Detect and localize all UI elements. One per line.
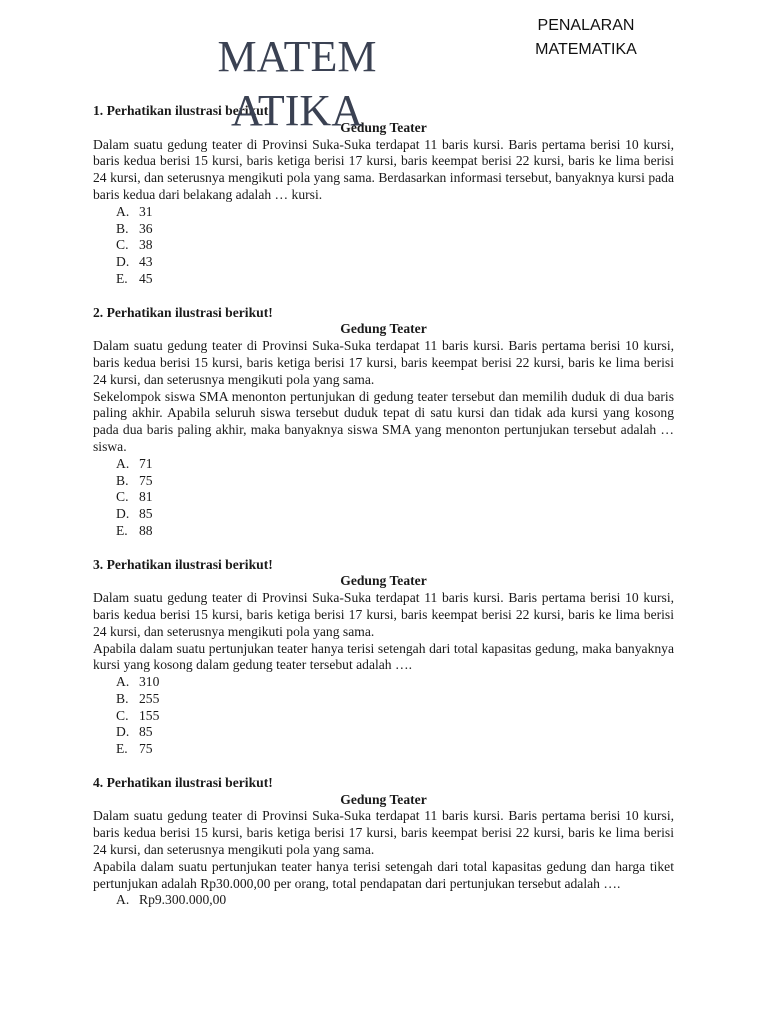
question-subtitle: Gedung Teater — [340, 573, 427, 589]
option-letter: E. — [116, 270, 128, 286]
option-text: 75 — [139, 472, 153, 488]
question-title: 3. Perhatikan ilustrasi berikut! — [93, 556, 273, 572]
option-item[interactable] — [93, 892, 674, 909]
option-text: 85 — [139, 506, 153, 522]
option-letter: A. — [116, 455, 130, 471]
option-text: 155 — [139, 707, 160, 723]
option-letter: B. — [116, 472, 129, 488]
option-list — [93, 204, 674, 288]
option-letter: A. — [116, 203, 130, 219]
option-letter: A. — [116, 674, 130, 690]
option-letter: C. — [116, 707, 129, 723]
option-item[interactable] — [93, 741, 674, 758]
option-item[interactable] — [93, 237, 674, 254]
question-paragraph: Dalam suatu gedung teater di Provinsi Suka-Suka terdapat 11 baris kursi. Baris pertama berisi 10 kursi, baris kedua berisi 15 kursi, baris ketiga berisi 17 kursi, baris keempat berisi 22 kursi, baris ke lima berisi 24 kursi, dan seterusnya mengikuti pola yang sama. — [93, 590, 674, 639]
question-2 — [93, 305, 674, 540]
option-list — [93, 456, 674, 540]
option-list — [93, 892, 674, 909]
question-4 — [93, 775, 674, 909]
option-letter: E. — [116, 522, 128, 538]
question-subtitle: Gedung Teater — [340, 321, 427, 337]
question-paragraph: Apabila dalam suatu pertunjukan teater hanya terisi setengah dari total kapasitas gedung, maka banyaknya kursi yang kosong dalam gedung teater tersebut adalah …. — [93, 640, 674, 673]
option-letter: A. — [116, 892, 130, 908]
question-paragraph: Dalam suatu gedung teater di Provinsi Suka-Suka terdapat 11 baris kursi. Baris pertama berisi 10 kursi, baris kedua berisi 15 kursi, baris ketiga berisi 17 kursi, baris keempat berisi 22 kursi, baris ke lima berisi 24 kursi, dan seterusnya mengikuti pola yang sama. — [93, 808, 674, 858]
question-paragraph: Dalam suatu gedung teater di Provinsi Suka-Suka terdapat 11 baris kursi. Baris pertama berisi 10 kursi, baris kedua berisi 15 kursi, baris ketiga berisi 17 kursi, baris keempat berisi 22 kursi, baris ke lima berisi 24 kursi, dan seterusnya mengikuti pola yang sama. — [93, 338, 674, 387]
option-text: 38 — [139, 237, 153, 253]
option-text: 71 — [139, 455, 153, 471]
option-item[interactable] — [93, 221, 674, 238]
option-letter: E. — [116, 741, 128, 757]
option-item[interactable] — [93, 271, 674, 288]
option-text: 31 — [139, 203, 153, 219]
option-text: 45 — [139, 270, 153, 286]
subject-label: PENALARAN MATEMATIKA — [535, 17, 637, 58]
question-document — [93, 103, 674, 926]
option-item[interactable] — [93, 523, 674, 540]
option-text: 36 — [139, 220, 153, 236]
option-letter: B. — [116, 690, 129, 706]
option-text: 75 — [139, 741, 153, 757]
question-paragraph: Apabila dalam suatu pertunjukan teater hanya terisi setengah dari total kapasitas gedung dan harga tiket pertunjukan adalah Rp30.000,00 per orang, total pendapatan dari pertunjukan tersebut adalah …. — [93, 858, 674, 891]
option-item[interactable] — [93, 489, 674, 506]
option-item[interactable] — [93, 674, 674, 691]
option-item[interactable] — [93, 473, 674, 490]
option-text: 43 — [139, 254, 153, 270]
question-subtitle: Gedung Teater — [340, 119, 427, 135]
option-text: 81 — [139, 489, 153, 505]
question-paragraph: Sekelompok siswa SMA menonton pertunjukan di gedung teater tersebut dan memilih duduk di dua baris paling akhir. Apabila seluruh siswa tersebut duduk tepat di satu kursi dan tidak ada kursi yang kosong pada dua baris paling akhir, maka banyaknya siswa SMA yang menonton pertunjukan tersebut adalah … siswa. — [93, 388, 674, 454]
option-letter: D. — [116, 254, 130, 270]
question-paragraph: Dalam suatu gedung teater di Provinsi Suka-Suka terdapat 11 baris kursi. Baris pertama berisi 10 kursi, baris kedua berisi 15 kursi, baris ketiga berisi 17 kursi, baris keempat berisi 22 kursi, baris ke lima berisi 24 kursi, dan seterusnya mengikuti pola yang sama. Berdasarkan informasi tersebut, banyaknya kursi pada baris kedua dari belakang adalah … kursi. — [93, 136, 674, 202]
option-letter: D. — [116, 506, 130, 522]
option-item[interactable] — [93, 708, 674, 725]
question-title: 1. Perhatikan ilustrasi berikut! — [93, 103, 273, 118]
big-title: MATEMATIKA — [217, 32, 377, 135]
option-item[interactable] — [93, 254, 674, 271]
option-item[interactable] — [93, 691, 674, 708]
option-item[interactable] — [93, 204, 674, 221]
question-subtitle: Gedung Teater — [340, 791, 427, 807]
option-text: 310 — [139, 674, 160, 690]
option-item[interactable] — [93, 456, 674, 473]
option-letter: C. — [116, 489, 129, 505]
question-1 — [93, 103, 674, 288]
question-title: 4. Perhatikan ilustrasi berikut! — [93, 774, 273, 790]
option-item[interactable] — [93, 506, 674, 523]
option-text: 85 — [139, 724, 153, 740]
option-text: Rp9.300.000,00 — [139, 892, 227, 908]
question-title: 2. Perhatikan ilustrasi berikut! — [93, 304, 273, 320]
option-letter: D. — [116, 724, 130, 740]
question-3 — [93, 557, 674, 759]
option-letter: B. — [116, 220, 129, 236]
option-list — [93, 674, 674, 758]
option-text: 88 — [139, 522, 153, 538]
option-text: 255 — [139, 690, 160, 706]
option-letter: C. — [116, 237, 129, 253]
option-item[interactable] — [93, 724, 674, 741]
